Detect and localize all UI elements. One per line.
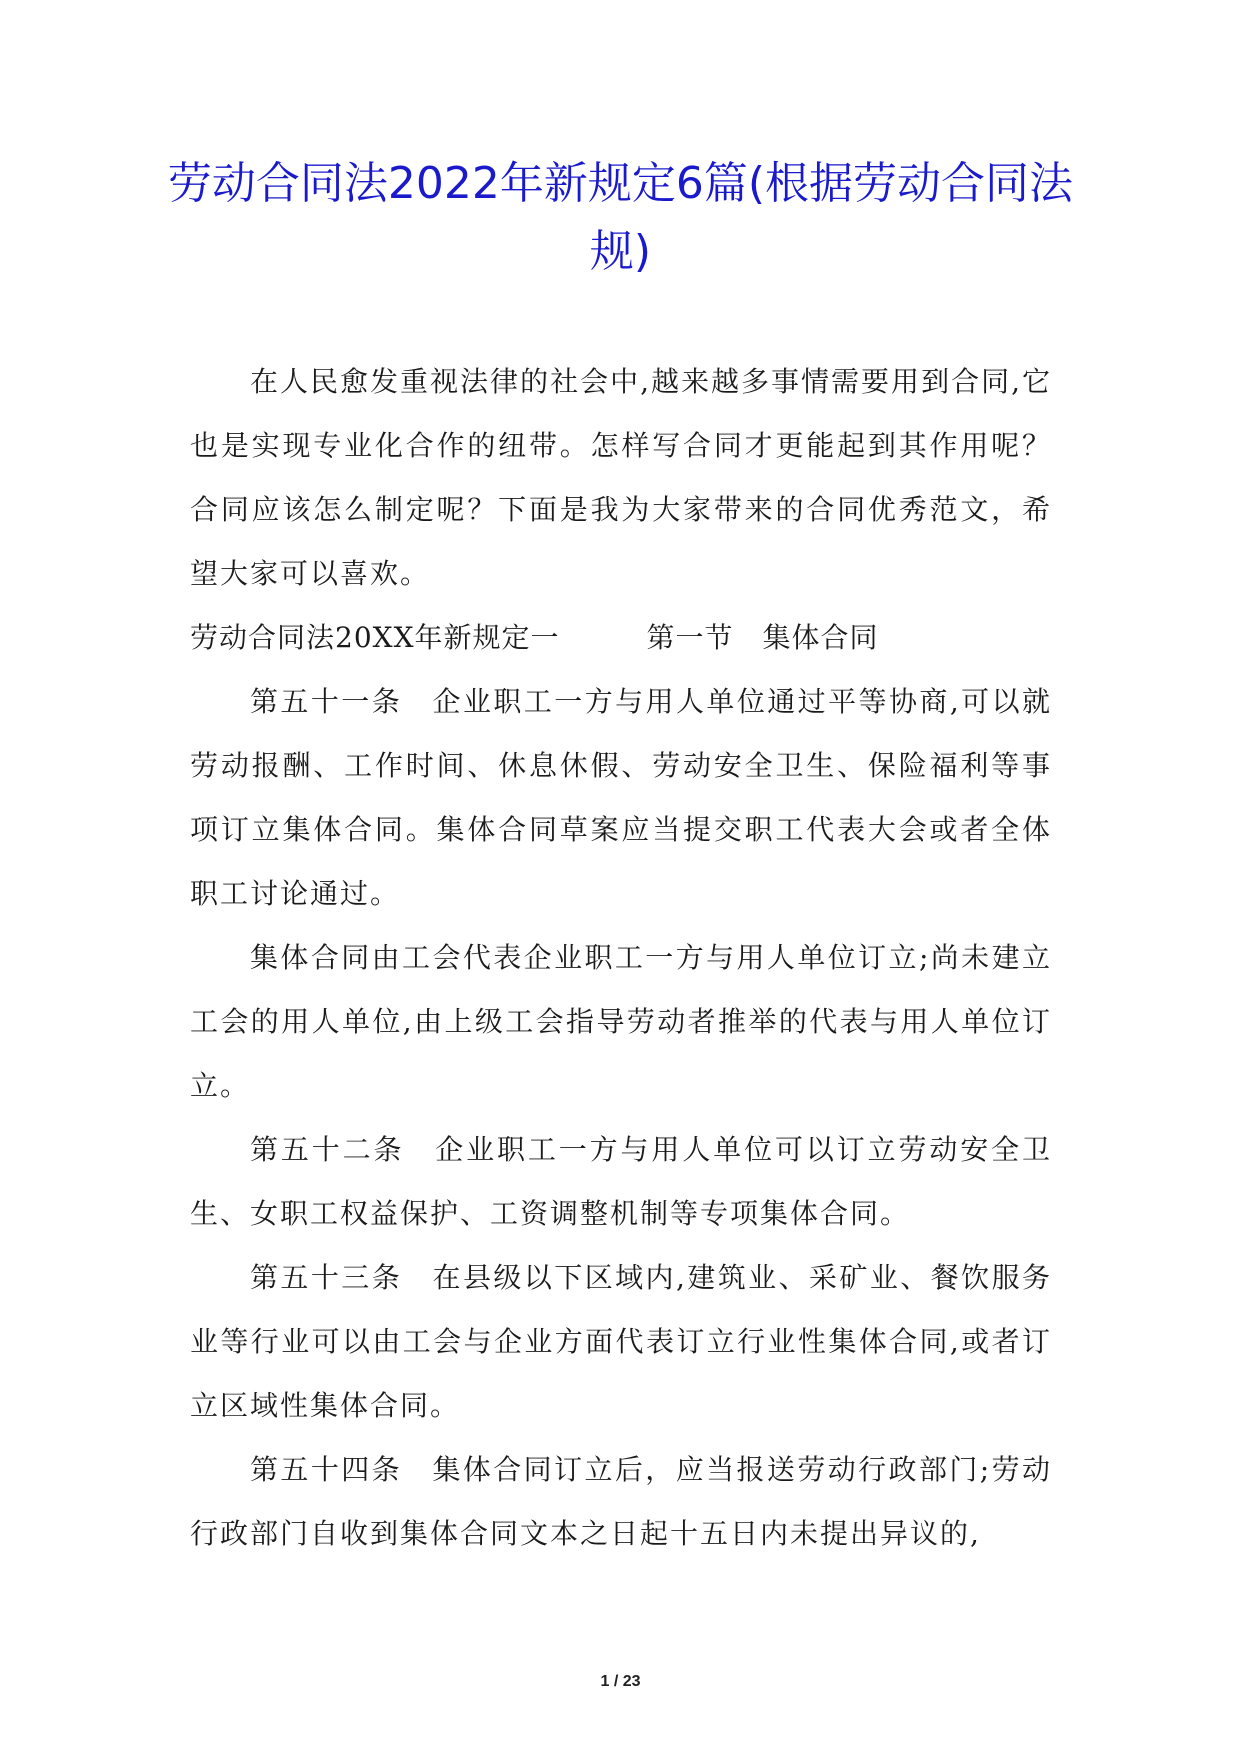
collective-contract-paragraph: 集体合同由工会代表企业职工一方与用人单位订立;尚未建立工会的用人单位,由上级工会指导劳动者推举的代表与用人单位订立。 — [190, 941, 1052, 1102]
section-heading: 劳动合同法20XX年新规定一 第一节 集体合同 — [190, 621, 879, 654]
document-title: 劳动合同法2022年新规定6篇(根据劳动合同法规) — [167, 158, 1074, 277]
intro-paragraph: 在人民愈发重视法律的社会中,越来越多事情需要用到合同,它也是实现专业化合作的纽带。怎样写合同才更能起到其作用呢？合同应该怎么制定呢？下面是我为大家带来的合同优秀范文，希望大家可以喜欢。 — [190, 365, 1052, 590]
article-51-paragraph: 第五十一条 企业职工一方与用人单位通过平等协商,可以就劳动报酬、工作时间、休息休假、劳动安全卫生、保险福利等事项订立集体合同。集体合同草案应当提交职工代表大会或者全体职工讨论通过。 — [190, 685, 1052, 910]
article-52-paragraph: 第五十二条 企业职工一方与用人单位可以订立劳动安全卫生、女职工权益保护、工资调整机制等专项集体合同。 — [190, 1133, 1052, 1230]
article-54-paragraph: 第五十四条 集体合同订立后，应当报送劳动行政部门;劳动行政部门自收到集体合同文本之日起十五日内未提出异议的, — [190, 1453, 1052, 1550]
article-53-paragraph: 第五十三条 在县级以下区域内,建筑业、采矿业、餐饮服务业等行业可以由工会与企业方面代表订立行业性集体合同,或者订立区域性集体合同。 — [190, 1261, 1052, 1422]
page-number: 1 / 23 — [600, 1673, 641, 1690]
document-body — [190, 350, 1052, 1566]
